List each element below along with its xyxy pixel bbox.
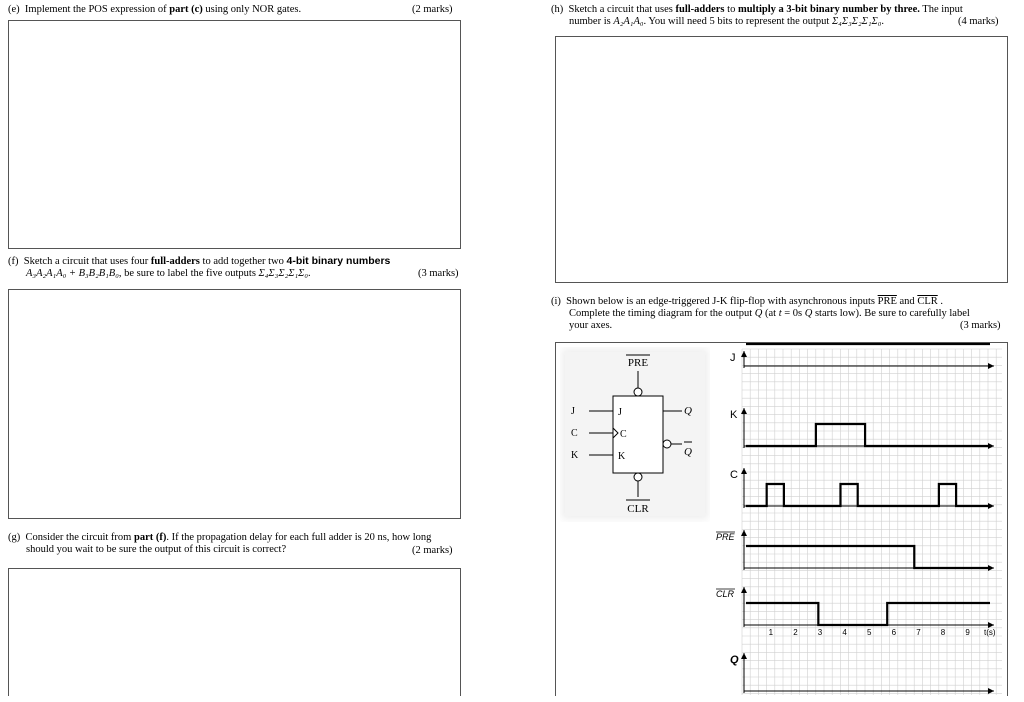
timing-diagram[interactable]: [556, 343, 1009, 697]
question-f-expression: A₃A₂A₁A₀ + B₃B₂B₁B₀: [26, 268, 119, 279]
question-i-text: Shown below is an edge-triggered J-K flip-flop with asynchronous inputs: [566, 296, 878, 307]
question-i-text-2-post: starts low). Be sure to carefully label: [812, 308, 970, 319]
output-q: Q: [684, 405, 692, 417]
input-k: K: [571, 450, 579, 461]
question-i-q-var-2: Q: [804, 308, 813, 319]
question-h-bold-2: multiply a 3-bit binary number by three.: [737, 4, 920, 15]
question-h-period: .: [881, 16, 885, 27]
question-h-text-mid: to: [724, 4, 738, 15]
question-i-at: (at: [762, 308, 779, 319]
question-e-prompt: [8, 4, 408, 16]
signal-label-q: Q: [730, 654, 739, 666]
pin-j: J: [618, 407, 622, 418]
question-h-text-2-mid: . You will need 5 bits to represent the output: [643, 16, 832, 27]
question-g-text-post: . If the propagation delay for each full adder is 20 ns, how long: [166, 532, 432, 543]
question-h-input-var: A₂A₁A₀: [613, 16, 644, 27]
waveform-pre: [746, 546, 990, 568]
question-e-text: Implement the POS expression of: [24, 4, 170, 15]
time-tick-label: 9: [965, 628, 970, 637]
question-g-text: Consider the circuit from: [25, 532, 134, 543]
time-axis-label: t(s): [984, 628, 996, 637]
question-h-text-2: number is: [569, 16, 614, 27]
time-tick-label: 6: [891, 628, 897, 637]
question-i-label: (i): [551, 296, 561, 307]
waveform-c: [746, 484, 990, 506]
question-g-prompt: [8, 532, 468, 556]
question-i-prompt: [551, 296, 991, 332]
answer-box-g[interactable]: [8, 568, 461, 696]
axis-q-harrow: [988, 688, 994, 694]
pin-k: K: [618, 451, 626, 462]
question-i-zero: = 0s: [781, 308, 805, 319]
signal-label-clr: CLR: [716, 589, 735, 599]
question-h-bold-1: full-adders: [675, 4, 725, 15]
time-tick-label: 5: [867, 628, 872, 637]
question-i-and: and: [896, 296, 918, 307]
signal-label-k: K: [730, 409, 738, 421]
question-f-period: .: [308, 268, 311, 279]
time-tick-label: 2: [793, 628, 798, 637]
signal-label-pre: PRE: [716, 532, 735, 542]
question-i-text-2: Complete the timing diagram for the output: [569, 308, 755, 319]
question-f-marks: (3 marks): [418, 268, 459, 279]
question-i-pre-bar: $\overline{PRE}$: [877, 296, 897, 307]
time-tick-label: 8: [940, 628, 946, 637]
time-tick-label: 7: [916, 628, 921, 637]
answer-box-f[interactable]: [8, 289, 461, 519]
question-i-text-3: your axes.: [569, 320, 613, 331]
question-h-text: Sketch a circuit that uses: [568, 4, 676, 15]
question-h-marks: (4 marks): [958, 16, 999, 27]
question-i-marks: (3 marks): [960, 320, 1001, 331]
question-f-outputs: Σ₄Σ₃Σ₂Σ₁Σ₀: [258, 268, 308, 279]
question-e-label: (e): [8, 4, 20, 15]
question-f-bold-2: 4-bit binary numbers: [286, 255, 391, 267]
question-f-bold-1: full-adders: [150, 256, 200, 267]
time-tick-label: 3: [817, 628, 823, 637]
question-i-clr-bar: $\overline{CLR}$: [917, 296, 938, 307]
waveform-k: [746, 424, 990, 446]
waveform-clr: [746, 603, 990, 625]
signal-label-c: C: [730, 469, 738, 481]
question-h-text-post: The input: [919, 4, 963, 15]
question-g-label: (g): [8, 532, 21, 543]
question-g-text-2: should you wait to be sure the output of this circuit is correct?: [26, 544, 287, 555]
question-i-q-var: Q: [754, 308, 763, 319]
question-i-t-var: t: [778, 308, 782, 319]
question-e-marks: (2 marks): [412, 4, 453, 15]
signal-label-j: J: [730, 352, 736, 364]
question-g-marks: (2 marks): [412, 545, 453, 556]
question-f-text-mid: to add together two: [199, 256, 287, 267]
answer-box-e[interactable]: [8, 20, 461, 249]
input-j: J: [571, 406, 575, 417]
time-tick-label: 1: [768, 628, 774, 637]
question-f-label: (f): [8, 256, 19, 267]
question-i-end-1: .: [937, 296, 943, 307]
time-tick-label: 4: [842, 628, 847, 637]
clr-label: CLR: [627, 503, 649, 515]
question-e-text-post: using only NOR gates.: [202, 4, 302, 15]
timing-diagram-svg: [556, 343, 1009, 697]
output-qbar: Q: [684, 446, 692, 458]
question-h-label: (h): [551, 4, 564, 15]
pre-label: PRE: [627, 357, 649, 369]
question-f-prompt: [8, 255, 408, 280]
question-g-bold: part (f): [133, 532, 167, 543]
question-f-text-2: , be sure to label the five outputs: [118, 268, 259, 279]
question-h-outputs: Σ₄Σ₃Σ₂Σ₁Σ₀: [831, 16, 882, 27]
question-e-bold: part (c): [169, 4, 203, 15]
question-h-prompt: [551, 4, 971, 28]
answer-box-h[interactable]: [555, 36, 1008, 283]
pin-c: C: [620, 429, 627, 440]
input-c: C: [571, 428, 578, 439]
answer-box-i[interactable]: [555, 342, 1008, 696]
question-f-text: Sketch a circuit that uses four: [23, 256, 151, 267]
axis-j-harrow: [988, 363, 994, 369]
